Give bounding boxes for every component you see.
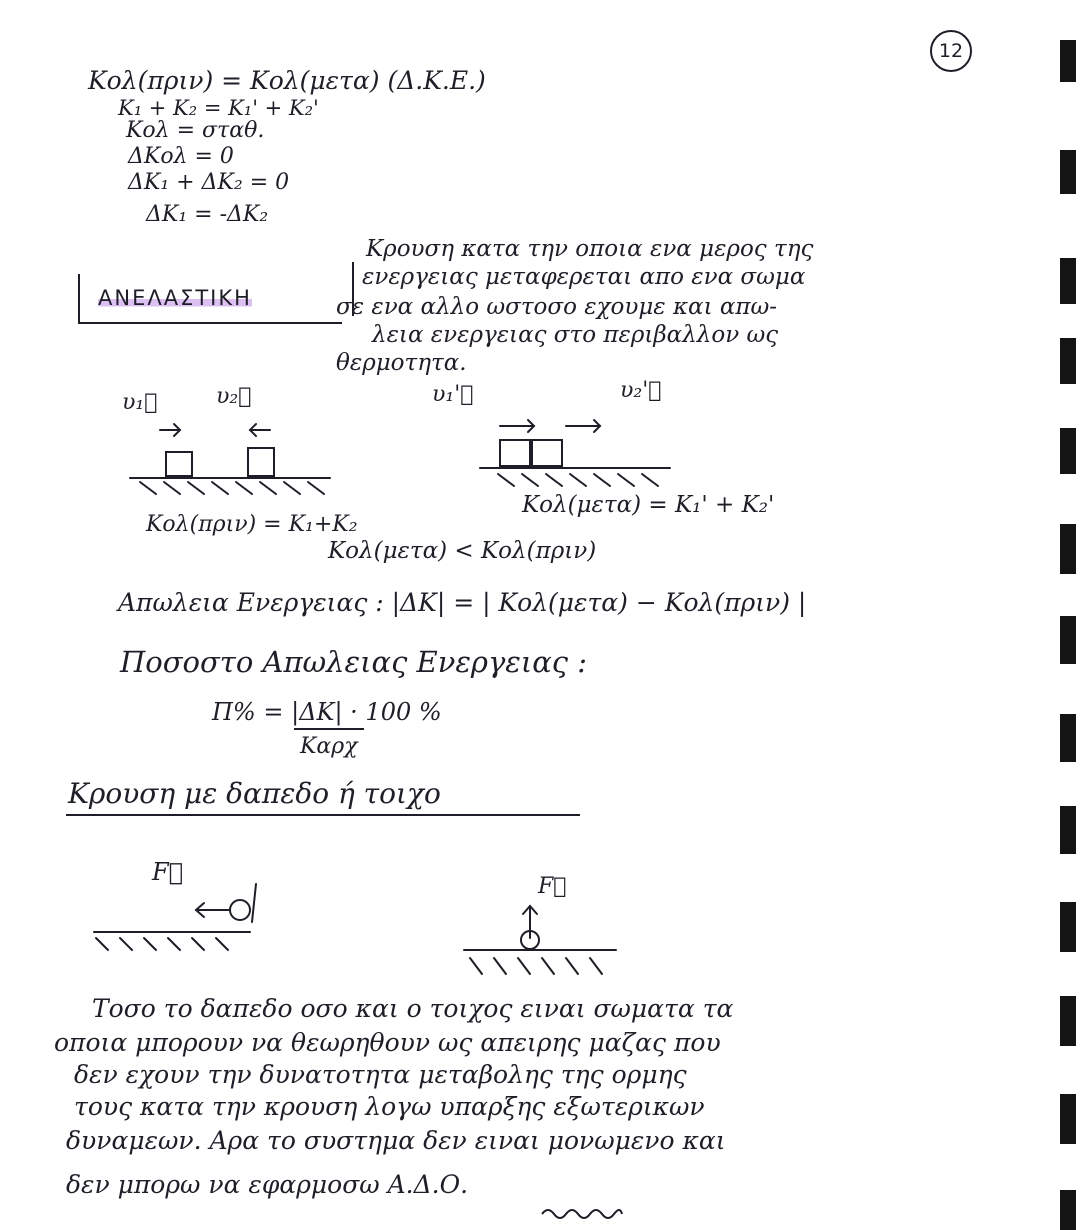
wall-collision-diagram	[90, 870, 290, 960]
after-velocity-2-label: υ₂'⃗	[620, 378, 662, 403]
wall-text-line-2: οποια μπορουν να θεωρηθουν ως απειρης μαζας που	[54, 1028, 721, 1057]
after-collision-diagram	[470, 400, 690, 500]
wall-text-line-6: δεν μπορω να εφαρμοσω Α.Δ.Ο.	[66, 1170, 469, 1199]
wall-force-label: F⃗	[152, 858, 184, 886]
page-number-text: 12	[938, 40, 964, 62]
wall-surface	[252, 884, 256, 922]
percent-formula: Π% = |ΔK| · 100 %	[212, 698, 442, 726]
before-velocity-1-label: υ₁⃗	[122, 390, 158, 415]
wall-text-line-1: Τοσο το δαπεδο οσο και ο τοιχος ειναι σωματα τα	[92, 994, 734, 1023]
k-after: Kολ(μετα) = K₁' + K₂'	[522, 492, 775, 518]
percent-loss-title: Ποσοστο Απωλειας Ενεργειας :	[120, 645, 588, 679]
conservation-line-2: K₁ + K₂ = K₁' + K₂'	[118, 96, 319, 120]
definition-line-5: θερμοτητα.	[336, 350, 467, 376]
before-velocity-2-label: υ₂⃗	[216, 384, 252, 409]
definition-line-1: Κρουση κατα την οποια ενα μερος της	[366, 236, 814, 262]
floor-collision-diagram	[450, 880, 630, 980]
conservation-line-6: ΔK₁ = -ΔK₂	[146, 202, 269, 227]
fraction-bar	[294, 728, 364, 730]
definition-line-3: σε ενα αλλο ωστοσο εχουμε και απω-	[336, 294, 778, 320]
inelastic-term: ΑΝΕΛΑΣΤΙΚΗ	[98, 286, 252, 310]
notebook-binding	[1052, 0, 1080, 1230]
inelastic-term-box	[78, 274, 342, 324]
wall-ball	[230, 900, 250, 920]
definition-line-2: ενεργειας μεταφερεται απο ενα σωμα	[362, 264, 806, 290]
floor-force-label: F⃗	[538, 874, 567, 899]
k-compare: Kολ(μετα) < Kολ(πριν)	[328, 538, 597, 564]
before-block-2	[248, 448, 274, 476]
conservation-line-1: Kολ(πριν) = Kολ(μετα) (Δ.Κ.Ε.)	[88, 66, 486, 95]
conservation-line-5: ΔK₁ + ΔK₂ = 0	[128, 170, 290, 195]
after-block-1	[500, 440, 530, 466]
wall-text-line-4: τους κατα την κρουση λογω υπαρξης εξωτερικων	[74, 1092, 705, 1121]
percent-formula-denominator: Kαρχ	[300, 734, 358, 759]
conservation-line-4: ΔKολ = 0	[128, 144, 234, 169]
before-collision-diagram	[120, 410, 360, 510]
definition-line-4: λεια ενεργειας στο περιβαλλον ως	[372, 322, 779, 348]
before-block-1	[166, 452, 192, 476]
energy-loss: Απωλεια Ενεργειας : |ΔK| = | Kολ(μετα) − Kολ(πριν) |	[118, 588, 807, 617]
heading-underline	[66, 814, 580, 816]
conservation-line-3: Kολ = σταθ.	[126, 118, 265, 143]
ado-squiggle	[540, 1206, 624, 1222]
page-number	[930, 30, 972, 72]
wall-collision-heading: Κρουση με δαπεδο ή τοιχο	[68, 777, 441, 810]
wall-text-line-3: δεν εχουν την δυνατοτητα μεταβολης της ορμης	[74, 1060, 687, 1089]
k-before: Kολ(πριν) = K₁+K₂	[146, 512, 358, 537]
after-velocity-1-label: υ₁'⃗	[432, 382, 474, 407]
after-block-2	[532, 440, 562, 466]
wall-text-line-5: δυναμεων. Αρα το συστημα δεν ειναι μονωμενο και	[66, 1126, 726, 1155]
